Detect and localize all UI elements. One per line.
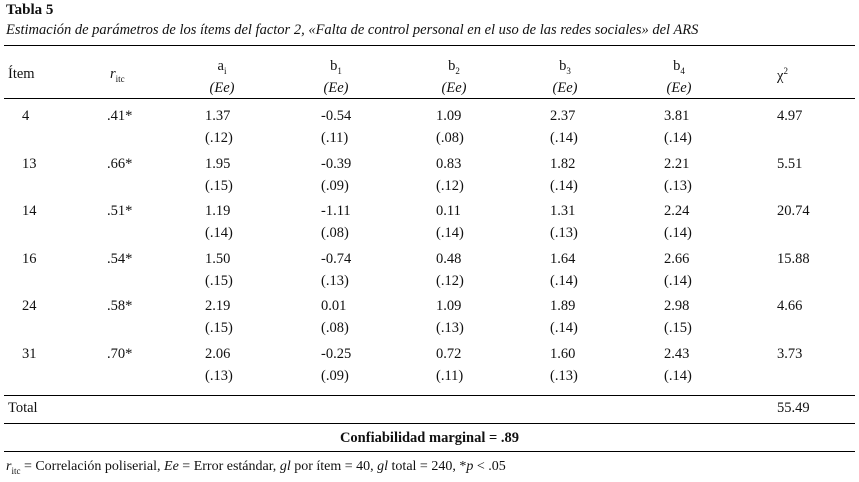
header-chi2: $\chi^2$ — [777, 66, 788, 84]
cell-b4: 2.24 — [664, 203, 690, 219]
cell-se-b1: (.08) — [321, 320, 349, 336]
cell-item: 4 — [22, 108, 30, 124]
header-a: $a_i$ (Ee) — [209, 58, 235, 96]
cell-se-b4: (.13) — [664, 177, 692, 194]
cell-b1: -1.11 — [321, 203, 351, 219]
cell-se-a: (.15) — [205, 177, 233, 194]
cell-item: 14 — [22, 203, 37, 219]
cell-chi2: 20.74 — [777, 203, 810, 219]
cell-a: 1.37 — [205, 108, 231, 124]
cell-b1: -0.25 — [321, 345, 352, 362]
cell-b1: -0.39 — [321, 155, 352, 172]
cell-se-b3: (.14) — [550, 272, 578, 289]
header-item: Ítem — [8, 66, 35, 82]
cell-b1: -0.74 — [321, 250, 352, 267]
cell-chi2: 15.88 — [777, 250, 810, 267]
cell-b1: 0.01 — [321, 298, 347, 314]
cell-b2: 1.09 — [436, 298, 462, 314]
cell-se-b3: (.13) — [550, 225, 578, 241]
cell-b2: 0.48 — [436, 250, 462, 267]
cell-ritc: .70* — [107, 345, 133, 362]
total-rule — [4, 395, 855, 396]
table-note: $r_{itc}$ = Correlación poliserial, Ee = Error estándar, gl por ítem = 40, gl total = 240, *p < .05 — [6, 459, 506, 476]
cell-se-a: (.12) — [205, 130, 233, 146]
header-b1: $b_1$ (Ee) — [323, 58, 349, 96]
header-ritc: $r_{itc}$ — [110, 66, 125, 84]
cell-b4: 3.81 — [664, 108, 690, 124]
cell-se-a: (.14) — [205, 225, 233, 241]
cell-se-b2: (.11) — [436, 367, 464, 384]
cell-b4: 2.98 — [664, 298, 690, 314]
cell-a: 2.19 — [205, 298, 231, 314]
cell-b3: 1.64 — [550, 250, 576, 267]
total-chi2: 55.49 — [777, 400, 810, 416]
cell-ritc: .66* — [107, 155, 133, 172]
cell-b2: 0.83 — [436, 155, 462, 172]
cell-a: 1.50 — [205, 250, 231, 267]
total-label: Total — [8, 400, 38, 416]
cell-se-b4: (.14) — [664, 130, 692, 146]
cell-ritc: .41* — [107, 108, 133, 124]
cell-se-b3: (.14) — [550, 177, 578, 194]
cell-se-a: (.15) — [205, 272, 233, 289]
confiabilidad-marginal: Confiabilidad marginal = .89 — [339, 430, 520, 446]
cell-ritc: .51* — [107, 203, 133, 219]
cell-a: 1.95 — [205, 155, 231, 172]
cell-b2: 0.72 — [436, 345, 462, 362]
cell-b3: 1.82 — [550, 155, 576, 172]
cell-se-b2: (.12) — [436, 272, 464, 289]
cell-se-b2: (.08) — [436, 130, 464, 146]
cell-se-b3: (.14) — [550, 130, 578, 146]
cell-se-b1: (.09) — [321, 177, 349, 194]
cell-se-b1: (.09) — [321, 367, 349, 384]
cell-se-a: (.15) — [205, 320, 233, 336]
cell-a: 2.06 — [205, 345, 231, 362]
cell-se-b4: (.14) — [664, 272, 692, 289]
cell-b3: 1.89 — [550, 298, 576, 314]
cell-se-b3: (.14) — [550, 320, 578, 336]
cell-se-b4: (.15) — [664, 320, 692, 336]
cell-se-b1: (.11) — [321, 130, 349, 146]
header-b2: $b_2$ (Ee) — [441, 58, 467, 96]
cell-item: 16 — [22, 250, 37, 267]
cell-chi2: 5.51 — [777, 155, 803, 172]
cell-chi2: 4.97 — [777, 108, 803, 124]
cell-b4: 2.43 — [664, 345, 690, 362]
cell-ritc: .58* — [107, 298, 133, 314]
cell-se-b2: (.14) — [436, 225, 464, 241]
header-rule — [4, 98, 855, 99]
cell-b4: 2.66 — [664, 250, 690, 267]
table-label: Tabla 5 — [6, 2, 54, 18]
cell-se-a: (.13) — [205, 367, 233, 384]
header-b3: $b_3$ (Ee) — [552, 58, 578, 96]
cell-se-b2: (.12) — [436, 177, 464, 194]
table-caption: Estimación de parámetros de los ítems del factor 2, «Falta de control personal en el uso de las redes sociales» del ARS — [6, 22, 699, 38]
cell-item: 13 — [22, 155, 37, 172]
cell-se-b4: (.14) — [664, 367, 692, 384]
cell-se-b3: (.13) — [550, 367, 578, 384]
header-b4: $b_4$ (Ee) — [666, 58, 692, 96]
cell-b3: 2.37 — [550, 108, 576, 124]
cell-se-b2: (.13) — [436, 320, 464, 336]
confiabilidad-rule — [4, 423, 855, 424]
cell-b2: 1.09 — [436, 108, 462, 124]
cell-a: 1.19 — [205, 203, 231, 219]
cell-b3: 1.31 — [550, 203, 576, 219]
cell-se-b1: (.08) — [321, 225, 349, 241]
cell-chi2: 4.66 — [777, 298, 803, 314]
cell-se-b1: (.13) — [321, 272, 349, 289]
cell-b3: 1.60 — [550, 345, 576, 362]
cell-item: 31 — [22, 345, 37, 362]
cell-se-b4: (.14) — [664, 225, 692, 241]
cell-b4: 2.21 — [664, 155, 690, 172]
top-rule — [4, 45, 855, 46]
cell-chi2: 3.73 — [777, 345, 803, 362]
cell-item: 24 — [22, 298, 37, 314]
bottom-rule — [4, 451, 855, 452]
cell-b2: 0.11 — [436, 203, 461, 219]
cell-b1: -0.54 — [321, 108, 352, 124]
cell-ritc: .54* — [107, 250, 133, 267]
